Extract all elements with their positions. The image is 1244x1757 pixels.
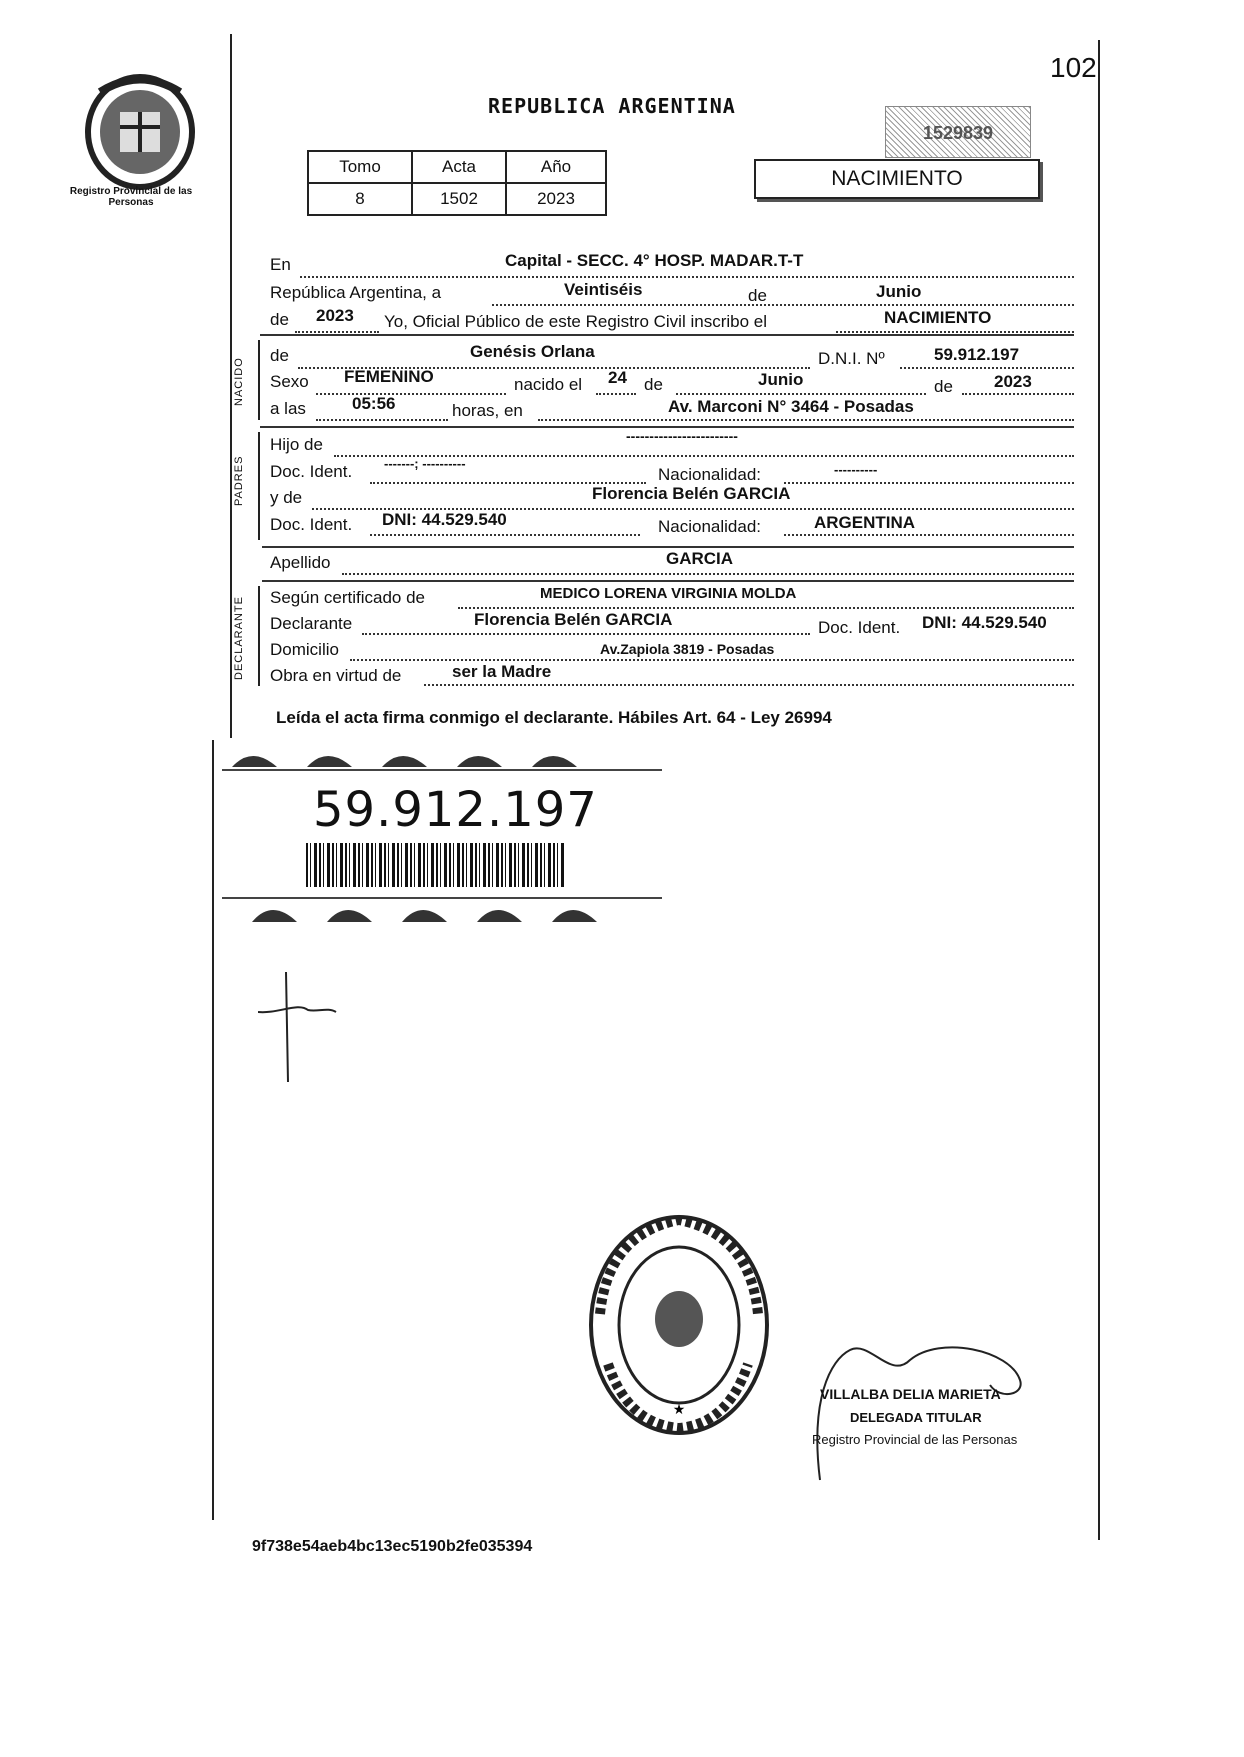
provincial-registry-logo xyxy=(75,72,205,192)
record-type-box: NACIMIENTO xyxy=(754,159,1040,199)
lugar: Av. Marconi N° 3464 - Posadas xyxy=(668,397,914,416)
line-certificado xyxy=(270,588,425,614)
dots xyxy=(784,482,1074,484)
dni-label: D.N.I. Nº xyxy=(818,349,885,368)
section-bar xyxy=(258,586,260,686)
line-domicilio xyxy=(270,640,339,666)
dots xyxy=(362,633,810,635)
dots xyxy=(316,393,506,395)
dots xyxy=(295,331,379,333)
line-yo xyxy=(270,310,289,336)
apellido: GARCIA xyxy=(666,549,734,568)
registry-table xyxy=(307,150,607,216)
registry-table-header-row xyxy=(308,151,606,183)
line-doc2 xyxy=(270,515,352,541)
left-margin-line xyxy=(230,34,232,738)
hora: 05:56 xyxy=(352,394,396,413)
dots xyxy=(300,276,1074,278)
signatory-name: VILLALBA DELIA MARIETA xyxy=(820,1386,1001,1402)
separator xyxy=(262,546,1074,548)
header-anio: Año xyxy=(506,151,606,183)
dots xyxy=(900,367,1074,369)
serial-stamp xyxy=(885,106,1031,158)
line-doc1 xyxy=(270,462,352,488)
dots xyxy=(962,393,1074,395)
birth-month: Junio xyxy=(758,370,804,389)
serial-number: 1529839 xyxy=(922,123,994,143)
doc3-label: Doc. Ident. xyxy=(818,618,901,637)
dots xyxy=(492,304,1074,306)
logo-caption: Registro Provincial de las Personas xyxy=(69,186,193,208)
hijo-value: ------------------------ xyxy=(626,428,738,444)
dots xyxy=(784,534,1074,536)
declarante-label: Declarante xyxy=(270,614,353,633)
year: 2023 xyxy=(316,306,354,325)
value-anio: 2023 xyxy=(506,183,606,215)
official-seal xyxy=(588,1214,770,1436)
label-nacido: NACIDO xyxy=(233,357,245,406)
birth-day: 24 xyxy=(608,368,627,387)
page-number: 102 xyxy=(1050,52,1097,83)
dots xyxy=(350,659,1074,661)
doc2-value: DNI: 44.529.540 xyxy=(382,510,507,529)
dots xyxy=(596,393,636,395)
value-tomo: 8 xyxy=(308,183,412,215)
section-bar xyxy=(258,432,260,540)
header-acta: Acta xyxy=(412,151,506,183)
svg-text:★: ★ xyxy=(672,1402,686,1418)
dots xyxy=(424,684,1074,686)
en-value: Capital - SECC. 4° HOSP. MADAR.T-T xyxy=(505,251,804,270)
dni: 59.912.197 xyxy=(934,345,1020,364)
dots xyxy=(458,607,1074,609)
yo-text: Yo, Oficial Público de este Registro Civil inscribo el xyxy=(384,312,767,331)
de-label: de xyxy=(748,286,767,305)
header-tomo: Tomo xyxy=(308,151,412,183)
dots xyxy=(676,393,926,395)
signatory-org: Registro Provincial de las Personas xyxy=(812,1432,1018,1447)
sticker-dni-number: 59.912.197 xyxy=(313,782,598,838)
label-padres: PADRES xyxy=(233,455,245,506)
document-hash: 9f738e54aeb4bc13ec5190b2fe035394 xyxy=(252,1538,533,1555)
nombre-label: de xyxy=(270,346,289,365)
barcode xyxy=(306,843,564,887)
value-acta: 1502 xyxy=(412,183,506,215)
registry-table-value-row xyxy=(308,183,606,215)
doc2-label: Doc. Ident. xyxy=(270,515,353,534)
cert-label: Según certificado de xyxy=(270,588,425,607)
country-title: REPUBLICA ARGENTINA xyxy=(488,94,736,118)
signatory-role: DELEGADA TITULAR xyxy=(850,1410,982,1425)
de4-label: de xyxy=(934,377,953,396)
line-hijo xyxy=(270,435,323,461)
line-declarante xyxy=(270,614,352,640)
line-republica xyxy=(270,283,441,309)
yde-label: y de xyxy=(270,488,303,507)
separator xyxy=(262,580,1074,582)
madre: Florencia Belén GARCIA xyxy=(592,484,791,503)
nacido-el-label: nacido el xyxy=(514,375,583,394)
section-bar xyxy=(258,340,260,420)
line-obra xyxy=(270,666,401,692)
label-declarante: DECLARANTE xyxy=(233,596,245,680)
birth-year: 2023 xyxy=(994,372,1032,391)
line-hora xyxy=(270,399,306,425)
hijo-label: Hijo de xyxy=(270,435,323,454)
horas-en-label: horas, en xyxy=(452,401,523,420)
line-apellido xyxy=(270,553,331,579)
left-margin-line-lower xyxy=(212,740,214,1520)
separator xyxy=(260,334,1074,336)
dots xyxy=(316,419,448,421)
legal-text: Leída el acta firma conmigo el declarante. Hábiles Art. 64 - Ley 26994 xyxy=(276,708,832,727)
declarante: Florencia Belén GARCIA xyxy=(474,610,673,629)
sexo-label: Sexo xyxy=(270,372,309,391)
nac1-label: Nacionalidad: xyxy=(658,465,762,484)
dots xyxy=(538,419,1074,421)
domicilio-label: Domicilio xyxy=(270,640,339,659)
dots xyxy=(370,534,640,536)
obra-value: ser la Madre xyxy=(452,662,552,681)
apellido-label: Apellido xyxy=(270,553,331,572)
republica-label: República Argentina, a xyxy=(270,283,442,302)
nac2-label: Nacionalidad: xyxy=(658,517,762,536)
day-words: Veintiséis xyxy=(564,280,643,299)
line-sexo xyxy=(270,372,309,398)
domicilio: Av.Zapiola 3819 - Posadas xyxy=(600,641,775,657)
doc1-label: Doc. Ident. xyxy=(270,462,353,481)
handwritten-mark xyxy=(258,972,338,1082)
dots xyxy=(836,331,1074,333)
en-label: En xyxy=(270,255,291,274)
cert-value: MEDICO LORENA VIRGINIA MOLDA xyxy=(540,585,797,602)
dots xyxy=(342,573,1074,575)
sexo: FEMENINO xyxy=(344,367,434,386)
line-en xyxy=(270,255,291,281)
line-madre xyxy=(270,488,302,514)
de3-label: de xyxy=(644,375,663,394)
nac2-value: ARGENTINA xyxy=(814,513,916,532)
right-margin-line xyxy=(1098,40,1100,1540)
doc1-value: -------; ---------- xyxy=(384,456,466,471)
nombre: Genésis Orlana xyxy=(470,342,595,361)
inscribo-value: NACIMIENTO xyxy=(884,308,992,327)
obra-label: Obra en virtud de xyxy=(270,666,402,685)
month: Junio xyxy=(876,282,922,301)
a-las-label: a las xyxy=(270,399,306,418)
doc3-value: DNI: 44.529.540 xyxy=(922,613,1047,632)
line-nombre xyxy=(270,346,289,372)
de2-label: de xyxy=(270,310,289,329)
nac1-value: ---------- xyxy=(834,462,878,477)
